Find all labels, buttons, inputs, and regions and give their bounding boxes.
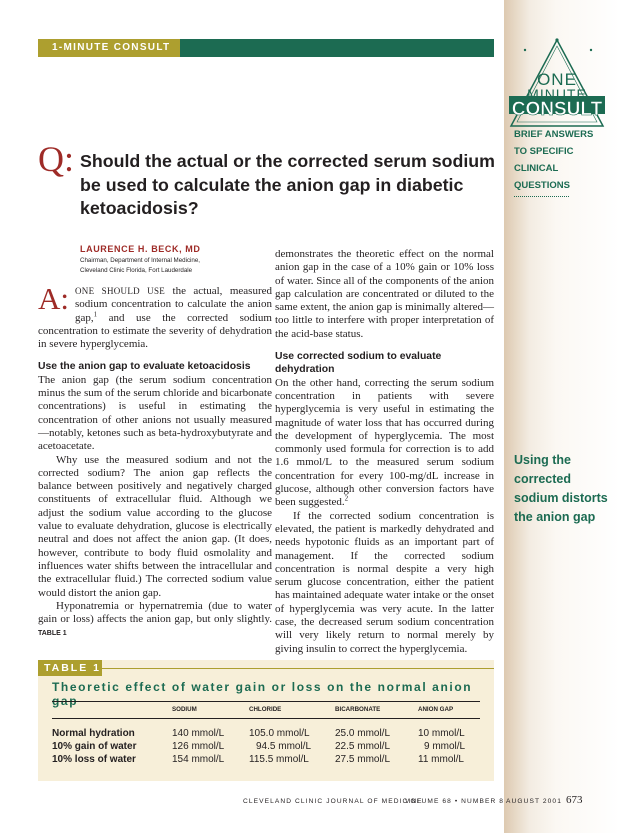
body-paragraph: Why use the measured sodium and not the corrected sodium? The anion gap reflects the balance between positively and negatively charged constituents of extracellular fluid. Although we adjust the sodium value according to the glucose value to evaluate dehydration, glucose is electrically neutral and does not affect the anion gap. (It does, however, contribute to body fluid osmolality and influences water shifts between the intracellular and the extracellular fluid.) The corrected sodium value would distort the anion gap. — [38, 453, 272, 599]
body-paragraph: The anion gap (the serum sodium concentration minus the sum of the serum chloride and bicarbonate concentrations) is useful in estimating the concentration of other anions not usually measured—notably, ketones such as beta-hydroxybutyrate and acetoacetate. — [38, 373, 272, 453]
body-paragraph — [38, 600, 272, 641]
tagline-line: TO SPECIFIC — [514, 146, 574, 157]
pull-quote-line: the anion gap — [514, 510, 596, 524]
table-title: Theoretic effect of water gain or loss on the normal anion gap — [52, 680, 473, 708]
footer-date: AUGUST 2001 — [506, 798, 562, 805]
table-header-bicarbonate: BICARBONATE — [335, 706, 381, 713]
cell-sodium: 140 mmol/L — [172, 728, 225, 739]
table-label-rule — [102, 668, 494, 669]
affiliation-line: Chairman, Department of Internal Medicine, — [80, 257, 201, 264]
row-label: Normal hydration — [52, 728, 135, 739]
question-mark-label: Q: — [38, 139, 74, 179]
tagline-line: CLINICAL — [514, 163, 559, 174]
footer-volume: VOLUME 68 • NUMBER 8 — [405, 798, 505, 805]
author-name: LAURENCE H. BECK, MD — [80, 244, 201, 254]
cell-anion-gap: 10 mmol/L — [418, 728, 465, 739]
cell-chloride: 105.0 mmol/L — [249, 728, 310, 739]
reference-2: 2 — [344, 494, 349, 503]
section-label: 1-MINUTE CONSULT — [38, 39, 180, 57]
cell-chloride: 94.5 mmol/L — [256, 741, 312, 752]
cell-chloride: 115.5 mmol/L — [249, 754, 309, 765]
tagline-divider — [514, 196, 569, 197]
pull-quote — [514, 451, 614, 527]
section-header-bar — [38, 39, 494, 57]
body-paragraph: demonstrates the theoretic effect on the normal anion gap in the case of a 10% gain or 10% loss of water. Since all of the components of the anion gap calculation are concentrated or diluted to the same extent, the anion gap is minimally altered—too little to interfere with proper interpretation of the acid-base status. — [275, 248, 494, 340]
page-number: 673 — [566, 794, 583, 806]
logo-word-one: ONE — [537, 70, 577, 89]
body-paragraph: If the corrected sodium concentration is elevated, the patient is markedly dehydrated and needs hypotonic fluids as an important part of management. If the corrected sodium concentration is normal despite a very high serum glucose concentration, either the patient has maintained adequate water intake or the onset of hyperglycemia was very acute. In the latter case, the decreased serum sodium concentration will very likely return to normal merely by giving insulin to correct the hyperglycemia. — [275, 509, 494, 655]
section-heading-anion-gap: Use the anion gap to evaluate ketoacidosis — [38, 361, 251, 373]
tagline-line: BRIEF ANSWERS — [514, 129, 594, 140]
logo-word-minute: MINUTE — [527, 86, 587, 102]
cell-anion-gap: 11 mmol/L — [418, 754, 464, 765]
section-heading-dehydration: Use corrected sodium to evaluate dehydration — [275, 351, 442, 376]
affiliation-line: Cleveland Clinic Florida, Fort Lauderdale — [80, 267, 193, 274]
cell-bicarbonate: 22.5 mmol/L — [335, 741, 391, 752]
cell-sodium: 126 mmol/L — [172, 741, 225, 752]
body-text: Hyponatremia or hypernatremia (due to water gain or loss) affects the anion gap, but only slightly. — [38, 599, 272, 626]
body-paragraph — [275, 377, 494, 510]
body-text: On the other hand, correcting the serum sodium concentration in patients with severe hyperglycemia is very useful in estimating the magnitude of water loss that has occurred during the development of hyperglycemia. The most commonly used formula for correction is to add 1.6 mmol/L to the measured serum sodium concentration for every 100-mg/dL increase in glucose, although other conversion factors have been suggested. — [275, 376, 494, 509]
table-header-chloride: CHLORIDE — [249, 706, 282, 713]
tagline-line: QUESTIONS — [514, 180, 570, 191]
tagline — [514, 126, 614, 194]
row-label: 10% gain of water — [52, 741, 137, 752]
answer-lead: ONE SHOULD USE — [75, 286, 166, 296]
answer-text: the actual, measured sodium concentration to calculate the anion gap, — [75, 285, 272, 324]
table-header-anion-gap: ANION GAP — [418, 706, 454, 713]
table-row — [38, 741, 494, 754]
cell-anion-gap: 9 mmol/L — [424, 741, 466, 752]
table-label: TABLE 1 — [38, 660, 102, 676]
one-minute-consult-logo — [507, 36, 607, 134]
cell-bicarbonate: 25.0 mmol/L — [335, 728, 391, 739]
author-affiliation — [80, 256, 200, 276]
pull-quote-line: corrected — [514, 472, 571, 486]
table-header-sodium: SODIUM — [172, 706, 197, 713]
table-top-rule — [52, 701, 480, 702]
answer-text-cont: and use the corrected sodium concentration to estimate the severity of dehydration in severe hyperglycemia. — [38, 311, 272, 351]
column-right — [275, 248, 494, 656]
table-header-rule — [52, 718, 480, 719]
pull-quote-line: sodium distorts — [514, 491, 608, 505]
logo-word-consult: CONSULT — [511, 99, 603, 120]
row-label: 10% loss of water — [52, 754, 136, 765]
table-row — [38, 728, 494, 741]
footer-journal: CLEVELAND CLINIC JOURNAL OF MEDICINE — [243, 798, 423, 805]
reference-1: 1 — [93, 309, 98, 318]
cell-bicarbonate: 27.5 mmol/L — [335, 754, 391, 765]
table-row — [38, 754, 494, 767]
table-1 — [38, 660, 494, 781]
pull-quote-line: Using the — [514, 453, 571, 467]
column-left — [38, 281, 272, 641]
cell-sodium: 154 mmol/L — [172, 754, 225, 765]
answer-paragraph — [38, 281, 272, 351]
question-title: Should the actual or the corrected serum sodium be used to calculate the anion gap in diabetic ketoacidosis? — [80, 151, 495, 218]
table-1-reference[interactable]: TABLE 1 — [38, 630, 67, 638]
answer-mark-label: A: — [38, 281, 69, 316]
